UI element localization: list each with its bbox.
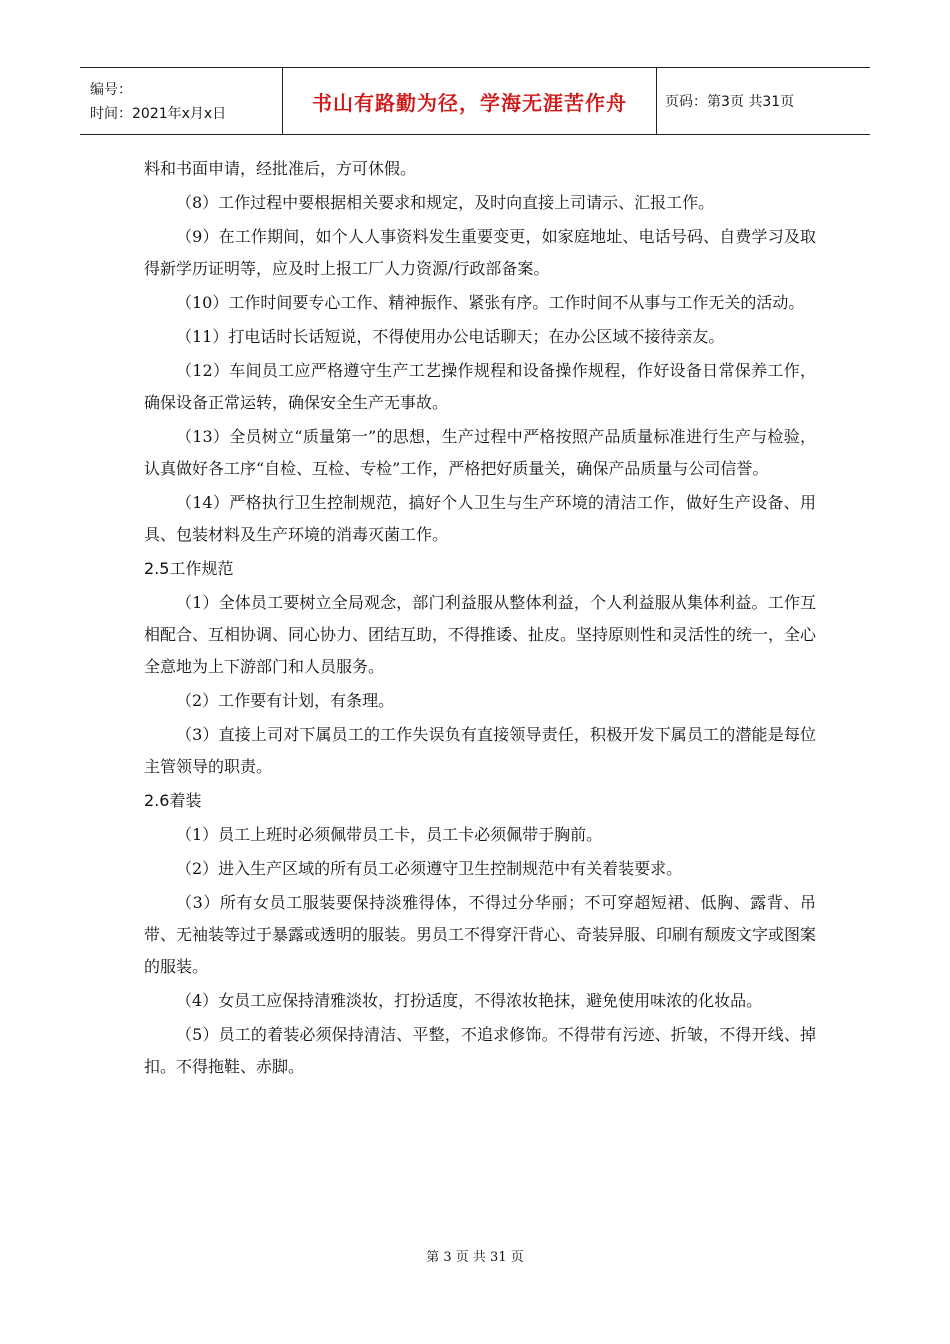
paragraph-continued: 料和书面申请，经批准后，方可休假。 bbox=[144, 159, 417, 178]
paragraph-item-13: （13）全员树立“质量第一”的思想，生产过程中严格按照产品质量标准进行生产与检验，认真做好各工序“自检、互检、专检”工作，严格把好质量关，确保产品质量与公司信誉。 bbox=[144, 427, 816, 478]
document-number-label: 编号： bbox=[90, 82, 132, 98]
paragraph-item-11: （11）打电话时长话短说，不得使用办公电话聊天；在办公区域不接待亲友。 bbox=[176, 327, 725, 346]
paragraph-2-6-item-4: （4）女员工应保持清雅淡妆，打扮适度，不得浓妆艳抹，避免使用味浓的化妆品。 bbox=[176, 991, 763, 1010]
paragraph-2-5-item-1: （1）全体员工要树立全局观念，部门利益服从整体利益，个人利益服从集体利益。工作互相配合、互相协调、同心协力、团结互助，不得推诿、扯皮。坚持原则性和灵活性的统一，全心全意地为上下游部门和人员服务。 bbox=[144, 593, 817, 676]
document-body bbox=[144, 153, 816, 1085]
paragraph-2-6-item-5: （5）员工的着装必须保持清洁、平整，不追求修饰。不得带有污迹、折皱，不得开线、掉扣。不得拖鞋、赤脚。 bbox=[144, 1025, 816, 1076]
paragraph-item-8: （8）工作过程中要根据相关要求和规定，及时向直接上司请示、汇报工作。 bbox=[176, 193, 715, 212]
paragraph-2-5-item-2: （2）工作要有计划，有条理。 bbox=[176, 691, 395, 710]
section-heading-2-6: 2.6着装 bbox=[144, 791, 202, 810]
paragraph-2-6-item-3: （3）所有女员工服装要保持淡雅得体，不得过分华丽；不可穿超短裙、低胸、露背、吊带、无袖装等过于暴露或透明的服装。男员工不得穿汗背心、奇装异服、印刷有颓废文字或图案的服装。 bbox=[144, 893, 817, 976]
paragraph-2-5-item-3: （3）直接上司对下属员工的工作失误负有直接领导责任，积极开发下属员工的潜能是每位主管领导的职责。 bbox=[144, 725, 816, 776]
paragraph-item-14: （14）严格执行卫生控制规范，搞好个人卫生与生产环境的清洁工作，做好生产设备、用具、包装材料及生产环境的消毒灭菌工作。 bbox=[144, 493, 816, 544]
page-footer: 第 3 页 共 31 页 bbox=[426, 1250, 524, 1265]
paragraph-item-10: （10）工作时间要专心工作、精神振作、紧张有序。工作时间不从事与工作无关的活动。 bbox=[176, 293, 805, 312]
page-header bbox=[80, 67, 870, 135]
section-heading-2-5: 2.5工作规范 bbox=[144, 559, 234, 578]
header-page-info: 页码：第3页 共31页 bbox=[665, 94, 795, 110]
paragraph-item-12: （12）车间员工应严格遵守生产工艺操作规程和设备操作规程，作好设备日常保养工作，确保设备正常运转，确保安全生产无事故。 bbox=[144, 361, 816, 412]
document-time-label: 时间：2021年x月x日 bbox=[90, 106, 227, 122]
header-motto: 书山有路勤为径，学海无涯苦作舟 bbox=[283, 68, 657, 134]
paragraph-2-6-item-2: （2）进入生产区域的所有员工必须遵守卫生控制规范中有关着装要求。 bbox=[176, 859, 683, 878]
header-meta-cell bbox=[80, 68, 283, 134]
paragraph-item-9: （9）在工作期间，如个人人事资料发生重要变更，如家庭地址、电话号码、自费学习及取得新学历证明等，应及时上报工厂人力资源/行政部备案。 bbox=[144, 227, 816, 278]
paragraph-2-6-item-1: （1）员工上班时必须佩带员工卡，员工卡必须佩带于胸前。 bbox=[176, 825, 603, 844]
